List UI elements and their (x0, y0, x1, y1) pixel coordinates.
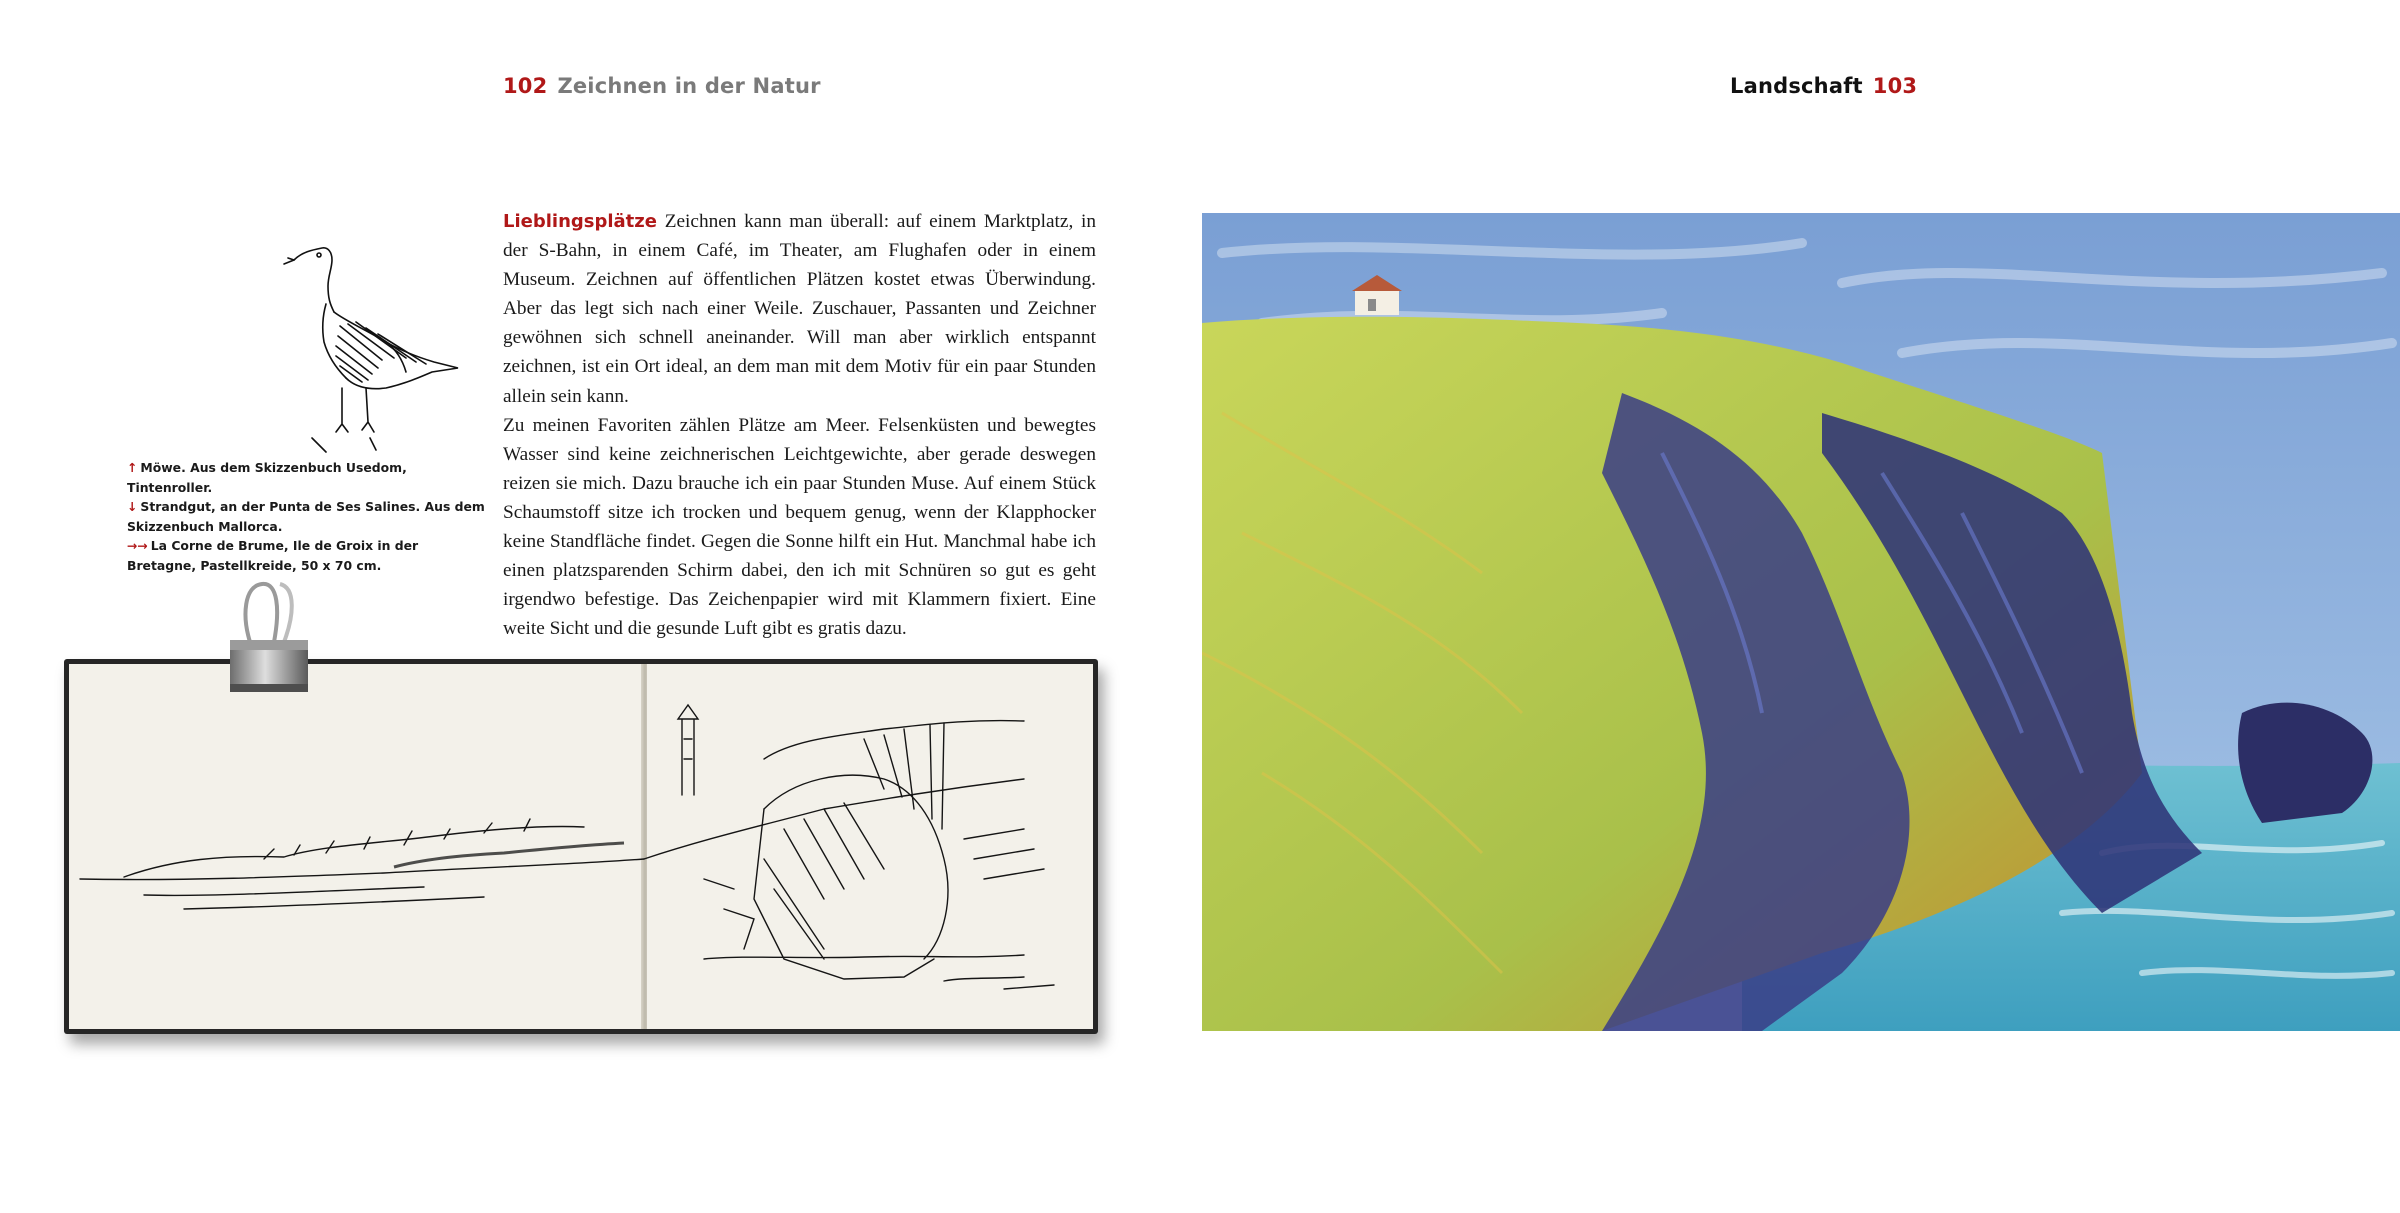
caption-block (127, 458, 487, 575)
running-header-left (503, 74, 821, 98)
page-number-right: 103 (1872, 74, 1918, 98)
caption-painting: →→ La Corne de Brume, Ile de Groix in der Bretagne, Pastellkreide, 50 x 70 cm. (127, 538, 419, 573)
section-title-left: Zeichnen in der Natur (557, 74, 821, 98)
caption-gull: ↑ Möwe. Aus dem Skizzenbuch Usedom, Tintenroller. (127, 460, 407, 495)
paragraph-1: Lieblingsplätze Zeichnen kann man überall: auf einem Marktplatz, in der S-Bahn, in einem Café, im Theater, am Flughafen oder in einem Museum. Zeichnen auf öffentlichen Plätzen kostet etwas Überwindung. Aber das legt sich nach einer Weile. Zuschauer, Passanten und Zeichner gewöhnen sich schnell aneinander. Will man aber wirklich entspannt zeichnen, ist ein Ort ideal, an dem man mit dem Motiv für ein paar Stunden allein sein kann. (503, 211, 1096, 407)
arrow-down-icon: ↓ (127, 499, 138, 514)
beach-sketch (64, 659, 1098, 1034)
binder-clip-icon (222, 580, 316, 710)
cliff-painting (1202, 213, 2400, 1031)
arrow-up-icon: ↑ (127, 460, 138, 475)
sketchbook-image (64, 659, 1098, 1034)
arrow-right-double-icon: →→ (127, 538, 148, 553)
page-number-left: 102 (503, 74, 548, 98)
running-header-right (1730, 74, 1917, 98)
caption-sketchbook: ↓ Strandgut, an der Punta de Ses Salines. Aus dem Skizzenbuch Mallorca. (127, 499, 485, 534)
section-title-right: Landschaft (1730, 74, 1863, 98)
paragraph-2: Zu meinen Favoriten zählen Plätze am Meer. Felsenküsten und bewegtes Wasser sind keine zeichnerischen Leichtgewichte, aber gerade deswegen reizen sie mich. Dazu brauche ich ein paar Stunden Muse. Auf einem Stück Schaumstoff sitze ich trocken und bequem genug, wenn der Klapphocker keine Standfläche findet. Gegen die Sonne hilft ein Hut. Manchmal habe ich einen platzsparenden Schirm dabei, den ich mit Schnüren so gut es geht irgendwo befestige. Das Zeichenpapier wird mit Klammern fixiert. Eine weite Sicht und die gesunde Luft gibt es gratis dazu. (503, 414, 1096, 640)
body-text (503, 207, 1096, 643)
pastel-painting-image (1202, 213, 2400, 1031)
lead-heading: Lieblingsplätze (503, 211, 657, 232)
gull-sketch (282, 238, 462, 453)
